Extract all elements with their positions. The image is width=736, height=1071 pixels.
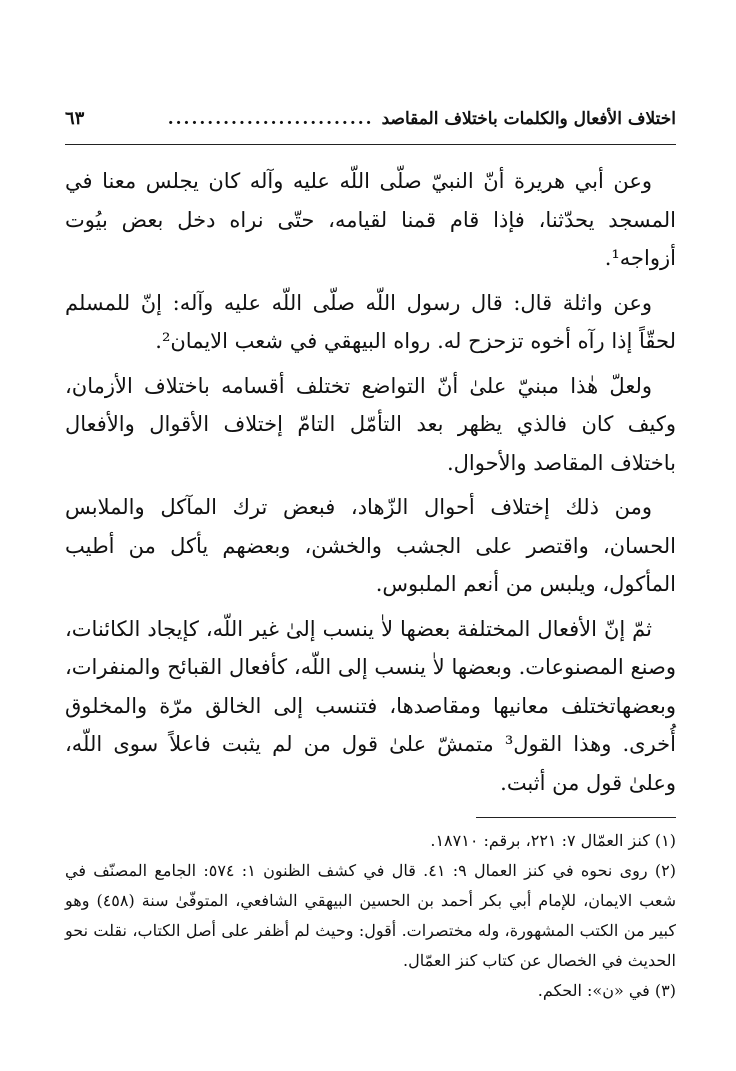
footnote-separator xyxy=(476,817,676,818)
paragraph: وعن واثلة قال: قال رسول اللّه صلّى اللّه عليه وآله: إنّ للمسلم لحقّاً إذا رآه أخوه تزحزح له. رواه البيهقي في شعب الايمان². xyxy=(65,290,676,353)
page-number: ٦٣ xyxy=(65,108,85,129)
footnote: (٣) في «ن»: الحكم. xyxy=(537,981,676,1000)
leader-dots: .......................... xyxy=(167,109,374,129)
main-text xyxy=(65,162,676,808)
paragraph: ومن ذلك إختلاف أحوال الزّهاد، فبعض ترك المآكل والملابس الحسان، واقتصر على الجشب والخشن، وبعضهم يأكل من أطيب المأكول، ويلبس من أنعم الملبوس. xyxy=(65,495,676,596)
paragraph: ولعلّ هٰذا مبنيّ علىٰ أنّ التواضع تختلف أقسامه باختلاف الأزمان، وكيف كان فالذي يظهر بعد التأمّل التامّ إختلاف الأقوال والأفعال باختلاف المقاصد والأحوال. xyxy=(65,373,676,475)
paragraph: وعن أبي هريرة أنّ النبيّ صلّى اللّه عليه وآله كان يجلس معنا في المسجد يحدّثنا، فإذا قام قمنا لقيامه، حتّى نراه دخل بعض بيُوت أزواجه¹. xyxy=(65,169,676,270)
footnotes xyxy=(65,826,676,1006)
chapter-title: اختلاف الأفعال والكلمات باختلاف المقاصد xyxy=(381,109,676,129)
running-header xyxy=(65,108,676,145)
footnote: (١) كنز العمّال ٧: ٢٢١، برقم: ١٨٧١٠. xyxy=(430,831,676,850)
footnote: (٢) روى نحوه في كنز العمال ٩: ٤١. قال في كشف الظنون ١: ٥٧٤: الجامع المصنّف في شعب الايمان، للإمام أبي بكر أحمد بن الحسين البيهقي الشافعي، المتوفّىٰ سنة (٤٥٨) وهو كبير من الكتب المشهورة، وله مختصرات. أقول: وحيث لم أظفر على أصل الكتاب، نقلت نحو الحديث في الخصال عن كتاب كنز العمّال. xyxy=(65,861,676,970)
paragraph: ثمّ إنّ الأفعال المختلفة بعضها لاٰ ينسب إلىٰ غير اللّه، كإيجاد الكائنات، وصنع المصنوعات. وبعضها لاٰ ينسب إلى اللّه، كأفعال القبائح والمنفرات، وبعضهاتختلف معانيها ومقاصدها، فتنسب إلى الخالق مرّة والمخلوق أُخرى. وهذا القول³ متمشّ علىٰ قول من لم يثبت فاعلاً سوى اللّه، وعلىٰ قول من أثبت. xyxy=(65,616,676,795)
